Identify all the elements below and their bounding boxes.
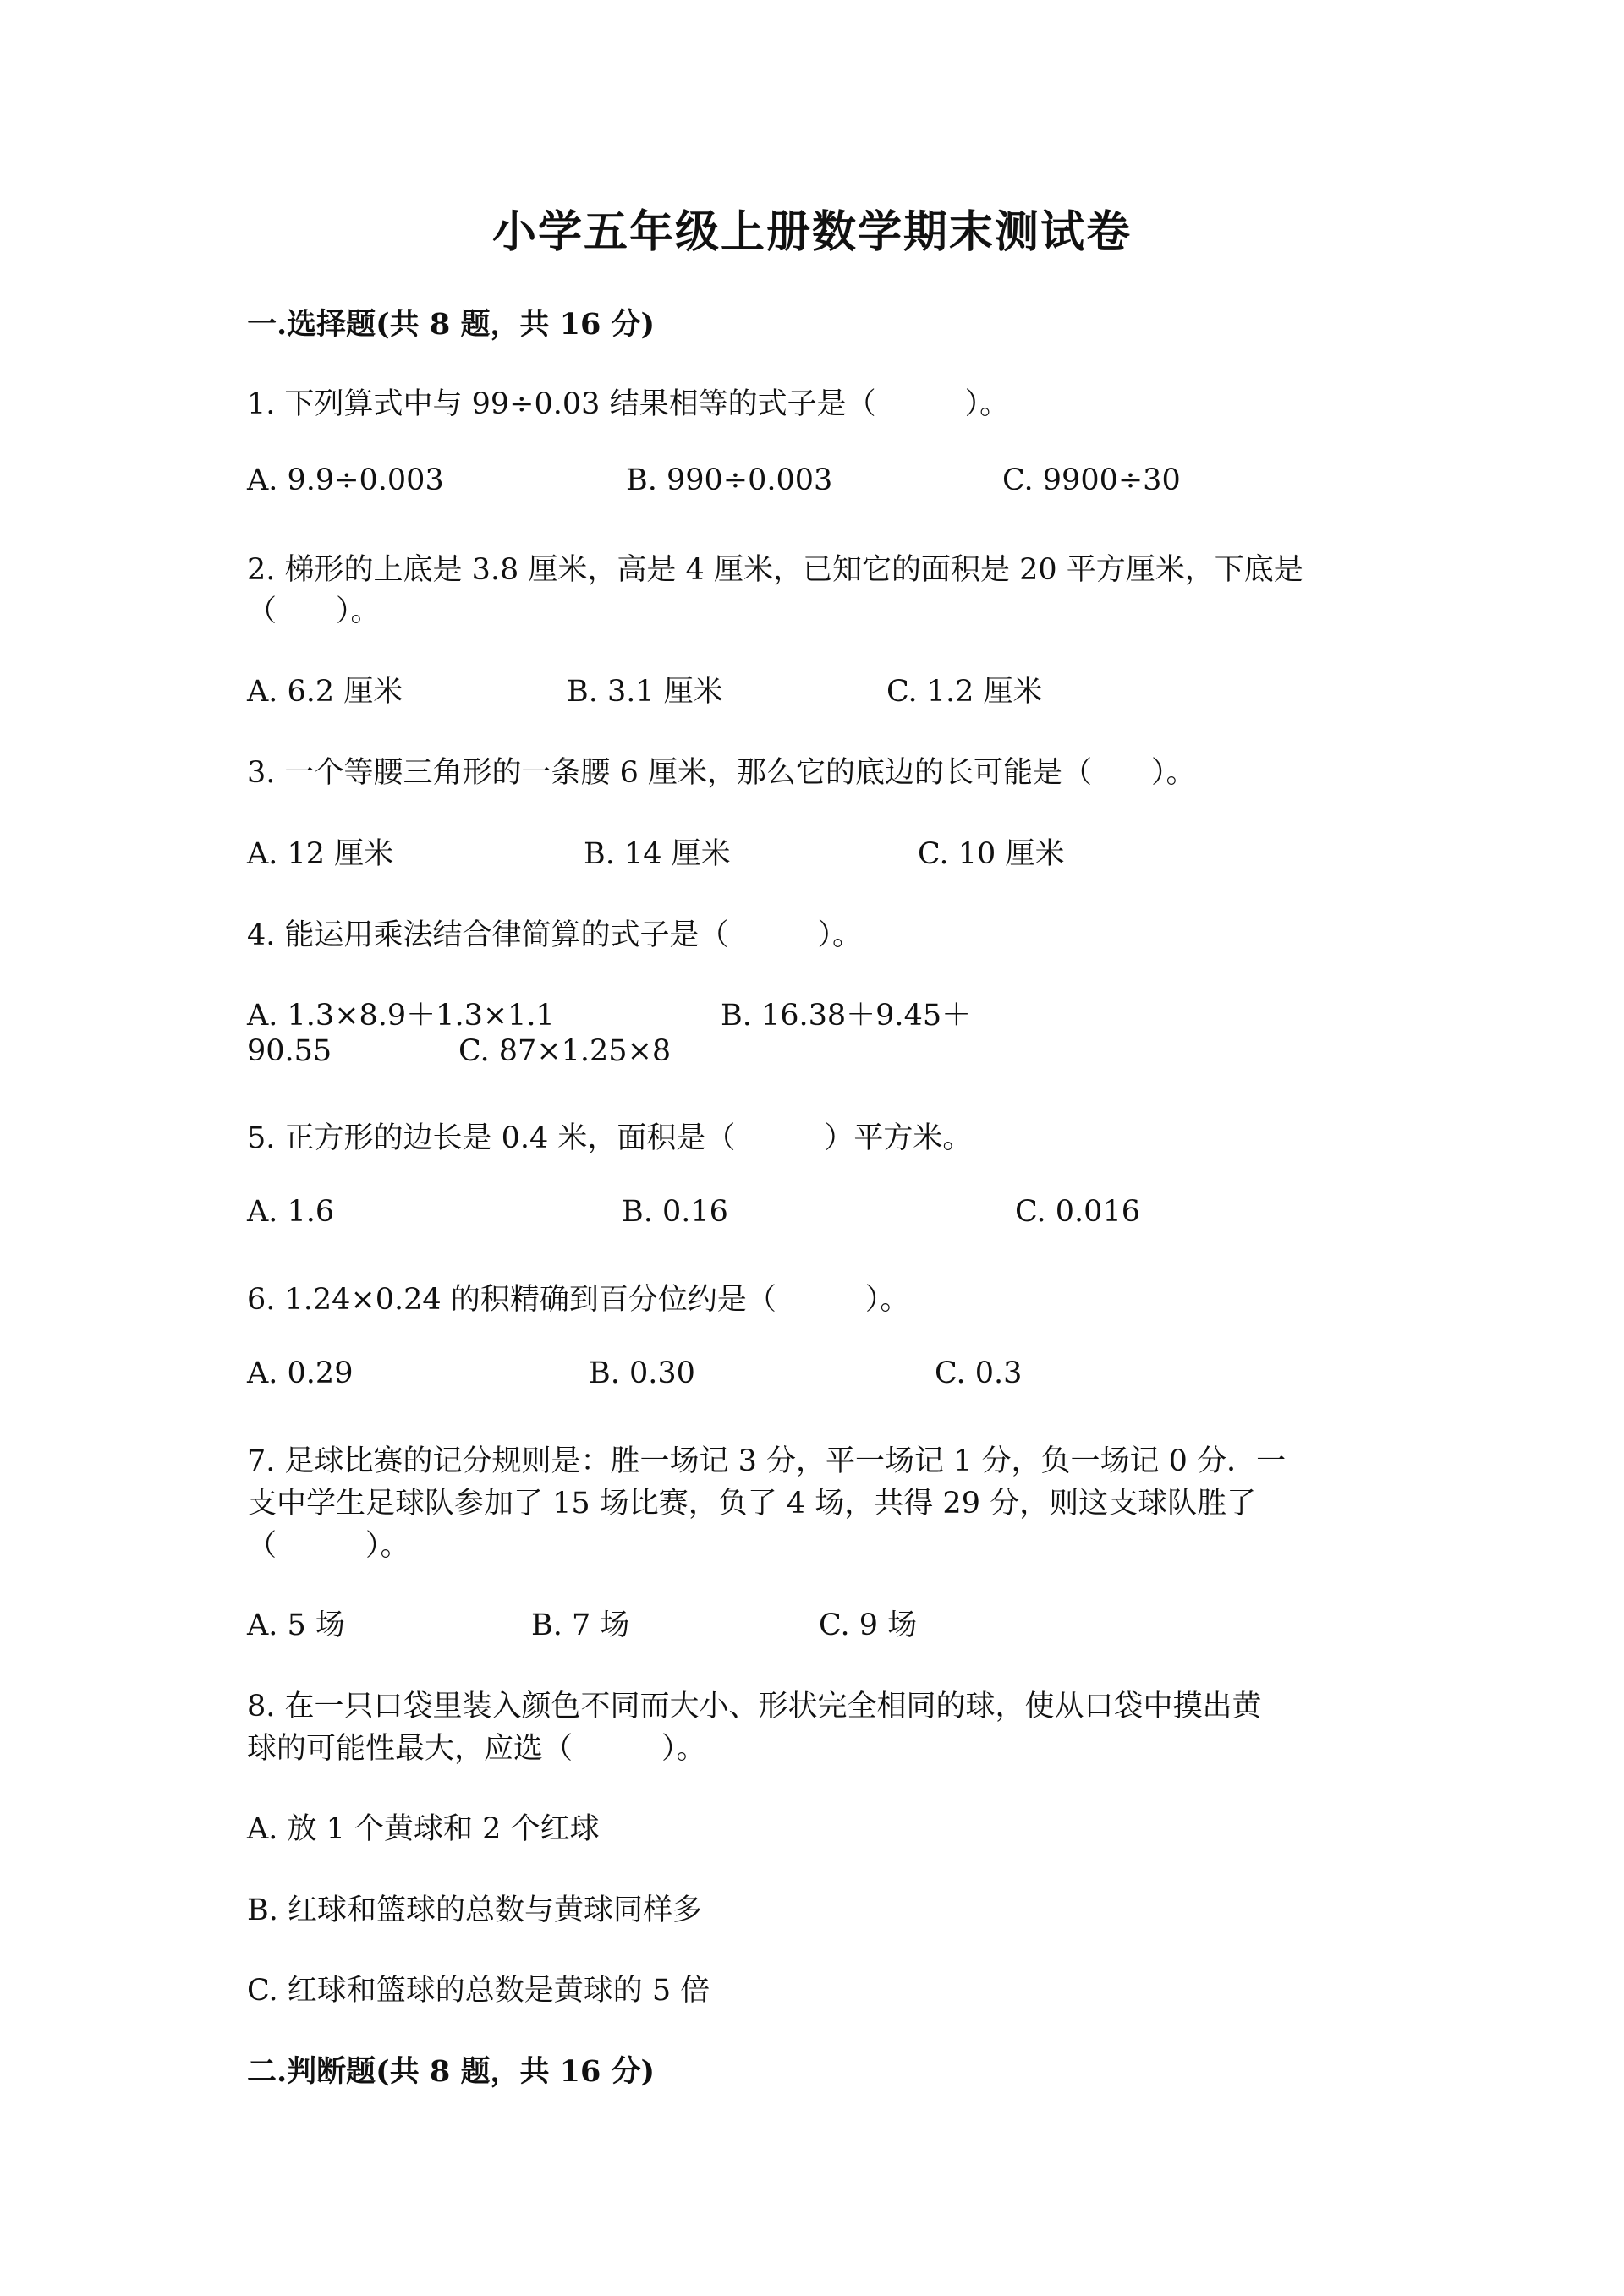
q6-option-b[interactable]: B. 0.30	[589, 1356, 695, 1390]
question-1: 1. 下列算式中与 99÷0.03 结果相等的式子是（ ）。	[247, 387, 1010, 421]
q8-option-b[interactable]: B. 红球和篮球的总数与黄球同样多	[247, 1893, 702, 1927]
q3-option-a[interactable]: A. 12 厘米	[247, 837, 394, 871]
q4-option-b-continued[interactable]: 90.55	[247, 1034, 332, 1068]
q1-option-a[interactable]: A. 9.9÷0.003	[247, 463, 444, 497]
q7-option-a[interactable]: A. 5 场	[247, 1608, 345, 1642]
q1-option-b[interactable]: B. 990÷0.003	[626, 463, 833, 497]
question-2-line-2: （ ）。	[247, 595, 381, 628]
q4-option-a[interactable]: A. 1.3×8.9＋1.3×1.1	[247, 999, 555, 1033]
q2-option-b[interactable]: B. 3.1 厘米	[567, 675, 723, 709]
q8-option-c[interactable]: C. 红球和篮球的总数是黄球的 5 倍	[247, 1974, 710, 2008]
q1-option-c[interactable]: C. 9900÷30	[1002, 463, 1181, 497]
q4-option-b[interactable]: B. 16.38＋9.45＋	[721, 999, 972, 1033]
q5-option-a[interactable]: A. 1.6	[247, 1195, 335, 1229]
question-8-line-1: 8. 在一只口袋里装入颜色不同而大小、形状完全相同的球，使从口袋中摸出黄	[247, 1690, 1262, 1723]
q6-option-c[interactable]: C. 0.3	[935, 1356, 1023, 1390]
question-2-line-1: 2. 梯形的上底是 3.8 厘米，高是 4 厘米，已知它的面积是 20 平方厘米，下底是	[247, 553, 1303, 587]
q7-option-c[interactable]: C. 9 场	[819, 1608, 918, 1642]
q3-option-c[interactable]: C. 10 厘米	[918, 837, 1065, 871]
question-5: 5. 正方形的边长是 0.4 米，面积是（ ）平方米。	[247, 1121, 973, 1155]
question-6: 6. 1.24×0.24 的积精确到百分位约是（ ）。	[247, 1283, 910, 1317]
question-4: 4. 能运用乘法结合律简算的式子是（ ）。	[247, 918, 863, 952]
question-7-line-1: 7. 足球比赛的记分规则是：胜一场记 3 分，平一场记 1 分，负一场记 0 分．一	[247, 1444, 1287, 1478]
question-7-line-2: 支中学生足球队参加了 15 场比赛，负了 4 场，共得 29 分，则这支球队胜了	[247, 1487, 1257, 1521]
q3-option-b[interactable]: B. 14 厘米	[584, 837, 731, 871]
q7-option-b[interactable]: B. 7 场	[531, 1608, 630, 1642]
q2-option-c[interactable]: C. 1.2 厘米	[886, 675, 1043, 709]
q2-option-a[interactable]: A. 6.2 厘米	[247, 675, 403, 709]
q8-option-a[interactable]: A. 放 1 个黄球和 2 个红球	[247, 1812, 600, 1846]
q4-option-c[interactable]: C. 87×1.25×8	[458, 1034, 672, 1068]
section-heading-choice: 一.选择题(共 8 题，共 16 分)	[247, 307, 656, 342]
question-7-line-3: （ ）。	[247, 1529, 410, 1563]
question-8-line-2: 球的可能性最大，应选（ ）。	[247, 1732, 706, 1766]
q5-option-b[interactable]: B. 0.16	[622, 1195, 728, 1229]
page-title: 小学五年级上册数学期末测试卷	[491, 206, 1132, 258]
question-3: 3. 一个等腰三角形的一条腰 6 厘米，那么它的底边的长可能是（ ）。	[247, 756, 1196, 790]
q6-option-a[interactable]: A. 0.29	[247, 1356, 354, 1390]
q5-option-c[interactable]: C. 0.016	[1015, 1195, 1140, 1229]
section-heading-judgement: 二.判断题(共 8 题，共 16 分)	[247, 2054, 656, 2089]
